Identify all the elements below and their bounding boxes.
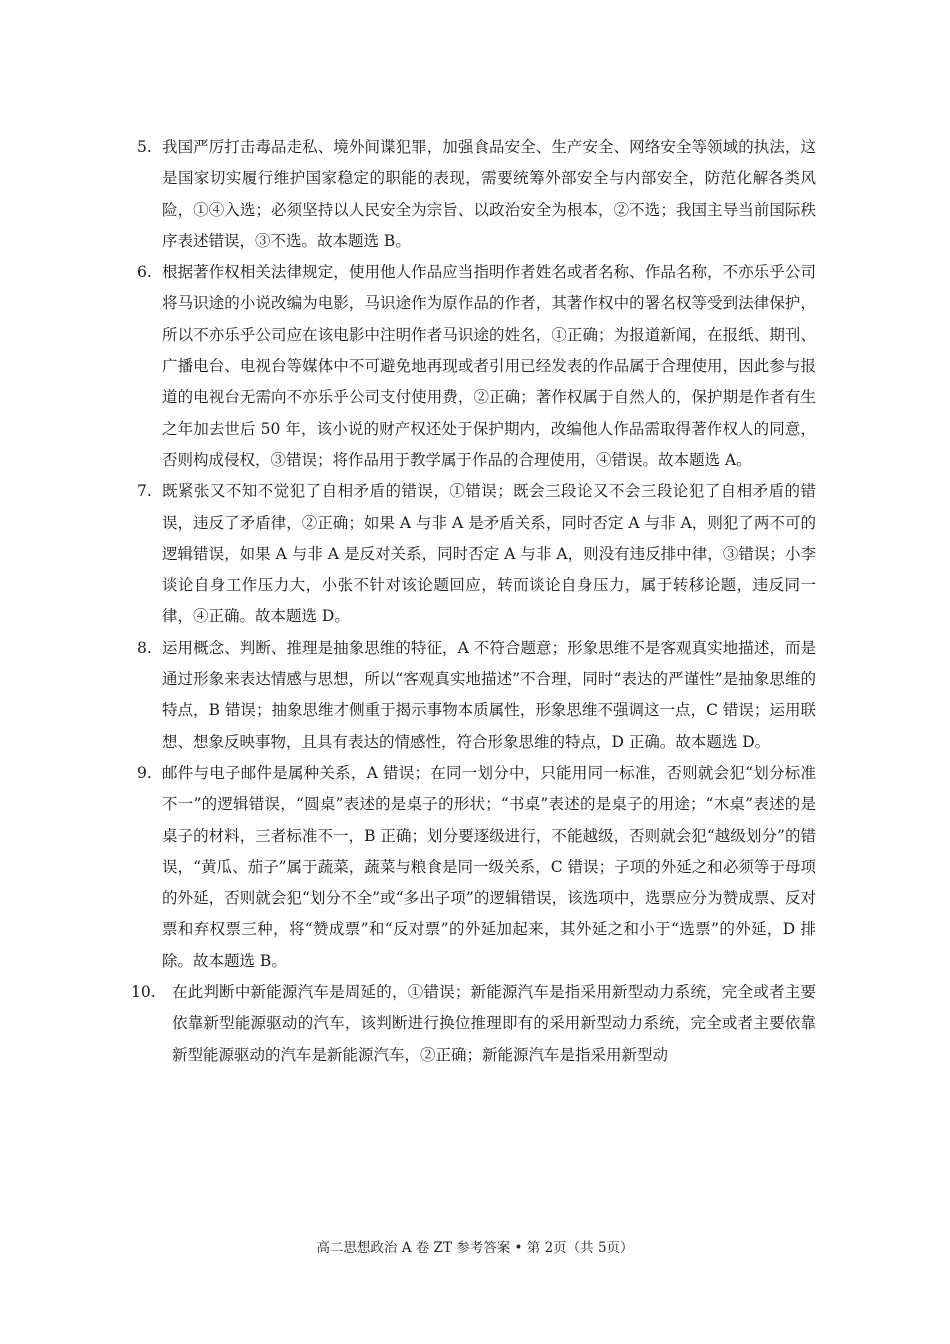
answer-number: 8. xyxy=(137,638,152,657)
answer-number: 6. xyxy=(137,263,152,282)
answer-item-5 xyxy=(130,132,816,257)
answer-explanation: 既紧张又不知不觉犯了自相矛盾的错误，①错误；既会三段论又不会三段论犯了自相矛盾的错误，违反了矛盾律，②正确；如果 A 与非 A 是矛盾关系，同时否定 A 与非 A，则犯了两不可的逻辑错误，如果 A 与非 A 是反对关系，同时否定 A 与非 A，则没有违反排中律，③错误；小李谈论自身工作压力大，小张不针对该论题回应，转而谈论自身压力，属于转移论题，违反同一律，④正确。故本题选 D。 xyxy=(162,482,816,626)
answer-item-8 xyxy=(130,633,816,758)
page-footer: 高二思想政治 A 卷 ZT 参考答案 • 第 2页（共 5页） xyxy=(316,1240,634,1256)
answer-item-9 xyxy=(130,758,816,977)
answer-item-7 xyxy=(130,476,816,632)
answer-explanation: 运用概念、判断、推理是抽象思维的特征，A 不符合题意；形象思维不是客观真实地描述，而是通过形象来表达情感与思想，所以“客观真实地描述”不合理，同时“表达的严谨性”是抽象思维的特点，B 错误；抽象思维才侧重于揭示事物本质属性，形象思维不强调这一点，C 错误；运用联想、想象反映事物，且具有表达的情感性，符合形象思维的特点，D 正确。故本题选 D。 xyxy=(162,638,816,751)
answer-explanation: 在此判断中新能源汽车是周延的，①错误；新能源汽车是指采用新型动力系统，完全或者主要依靠新型能源驱动的汽车，该判断进行换位推理即有的采用新型动力系统，完全或者主要依靠新型能源驱动的汽车是新能源汽车，②正确；新能源汽车是指采用新型动 xyxy=(172,983,816,1064)
answer-number: 7. xyxy=(137,482,152,501)
answer-explanation: 邮件与电子邮件是属种关系，A 错误；在同一划分中，只能用同一标准，否则就会犯“划分标准不一”的逻辑错误，“圆桌”表述的是桌子的形状；“书桌”表述的是桌子的用途；“木桌”表述的是桌子的材料，三者标准不一，B 正确；划分要逐级进行，不能越级，否则就会犯“越级划分”的错误，“黄瓜、茄子”属于蔬菜，蔬菜与粮食是同一级关系，C 错误；子项的外延之和必须等于母项的外延，否则就会犯“划分不全”或“多出子项”的逻辑错误，该选项中，选票应分为赞成票、反对票和弃权票三种，将“赞成票”和“反对票”的外延加起来，其外延之和小于“选票”的外延，D 排除。故本题选 B。 xyxy=(162,763,816,970)
answer-explanation: 我国严厉打击毒品走私、境外间谍犯罪，加强食品安全、生产安全、网络安全等领域的执法，这是国家切实履行维护国家稳定的职能的表现，需要统筹外部安全与内部安全，防范化解各类风险，①④入选；必须坚持以人民安全为宗旨、以政治安全为根本，②不选；我国主导当前国际秩序表述错误，③不选。故本题选 B。 xyxy=(162,138,816,250)
answer-item-6 xyxy=(130,257,816,476)
answer-number: 9. xyxy=(137,763,152,782)
answer-number: 5. xyxy=(137,138,152,156)
answer-number: 10. xyxy=(131,983,156,1002)
answer-list xyxy=(130,132,816,1071)
answer-item-10 xyxy=(130,977,816,1071)
answer-explanation: 根据著作权相关法律规定，使用他人作品应当指明作者姓名或者名称、作品名称，不亦乐乎公司将马识途的小说改编为电影，马识途作为原作品的作者，其著作权中的署名权等受到法律保护，所以不亦乐乎公司应在该电影中注明作者马识途的姓名，①正确；为报道新闻，在报纸、期刊、广播电台、电视台等媒体中不可避免地再现或者引用已经发表的作品属于合理使用，因此参与报道的电视台无需向不亦乐乎公司支付使用费，②正确；著作权属于自然人的，保护期是作者有生之年加去世后 50 年，该小说的财产权还处于保护期内，改编他人作品需取得著作权人的同意，否则构成侵权，③错误；将作品用于教学属于作品的合理使用，④错误。故本题选 A。 xyxy=(162,263,816,469)
